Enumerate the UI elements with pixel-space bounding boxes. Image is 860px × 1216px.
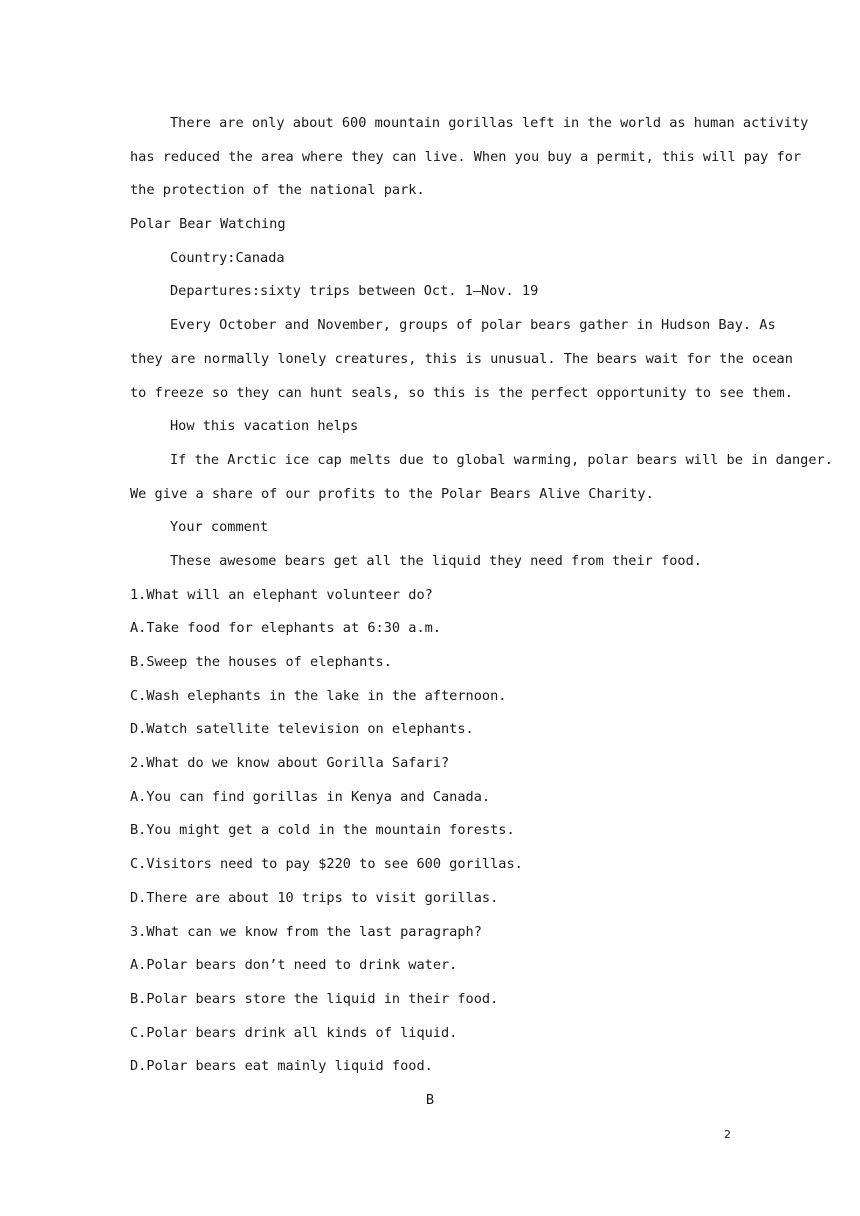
section-heading-polar-bear: Polar Bear Watching xyxy=(130,216,286,233)
option-c: C.Wash elephants in the lake in the afternoon. xyxy=(130,687,507,704)
helps-heading: How this vacation helps xyxy=(170,418,359,435)
question-3 xyxy=(130,916,730,1084)
option-c: C.Visitors need to pay $220 to see 600 gorillas. xyxy=(130,856,523,873)
option-d: D.Watch satellite television on elephants. xyxy=(130,721,474,738)
option-a: A.Polar bears don’t need to drink water. xyxy=(130,957,458,974)
section-label: B xyxy=(425,1091,435,1108)
country-line: Country:Canada xyxy=(170,249,285,266)
option-b: B.You might get a cold in the mountain forests. xyxy=(130,822,515,839)
page-number: 2 xyxy=(724,1128,731,1141)
helps-paragraph xyxy=(130,444,833,511)
gorilla-paragraph xyxy=(130,107,809,208)
option-b: B.Polar bears store the liquid in their food. xyxy=(130,990,499,1007)
option-d: D.Polar bears eat mainly liquid food. xyxy=(130,1058,433,1075)
question-stem: 2.What do we know about Gorilla Safari? xyxy=(130,755,450,772)
question-1 xyxy=(130,579,730,747)
paragraph-line: There are only about 600 mountain gorillas left in the world as human activity xyxy=(170,115,809,131)
departures-line: Departures:sixty trips between Oct. 1—Nov. 19 xyxy=(170,283,539,300)
page-content xyxy=(130,107,833,1118)
paragraph-line: has reduced the area where they can live. When you buy a permit, this will pay for xyxy=(130,148,802,165)
paragraph-line: they are normally lonely creatures, this is unusual. The bears wait for the ocean xyxy=(130,350,793,367)
paragraph-line: If the Arctic ice cap melts due to global warming, polar bears will be in danger. xyxy=(170,451,833,468)
paragraph-line: We give a share of our profits to the Polar Bears Alive Charity. xyxy=(130,485,654,502)
option-d: D.There are about 10 trips to visit gorillas. xyxy=(130,889,499,906)
question-stem: 3.What can we know from the last paragraph? xyxy=(130,923,482,940)
option-c: C.Polar bears drink all kinds of liquid. xyxy=(130,1024,458,1041)
polar-bear-paragraph xyxy=(130,309,793,410)
option-a: A.You can find gorillas in Kenya and Canada. xyxy=(130,788,491,805)
question-2 xyxy=(130,747,730,915)
option-a: A.Take food for elephants at 6:30 a.m. xyxy=(130,620,441,637)
paragraph-line: the protection of the national park. xyxy=(130,182,425,199)
paragraph-line: Every October and November, groups of polar bears gather in Hudson Bay. As xyxy=(170,317,776,334)
comment-heading: Your comment xyxy=(170,519,269,536)
comment-text: These awesome bears get all the liquid they need from their food. xyxy=(170,552,702,569)
option-b: B.Sweep the houses of elephants. xyxy=(130,654,392,670)
question-stem: 1.What will an elephant volunteer do? xyxy=(130,586,433,603)
paragraph-line: to freeze so they can hunt seals, so this is the perfect opportunity to see them. xyxy=(130,384,793,401)
